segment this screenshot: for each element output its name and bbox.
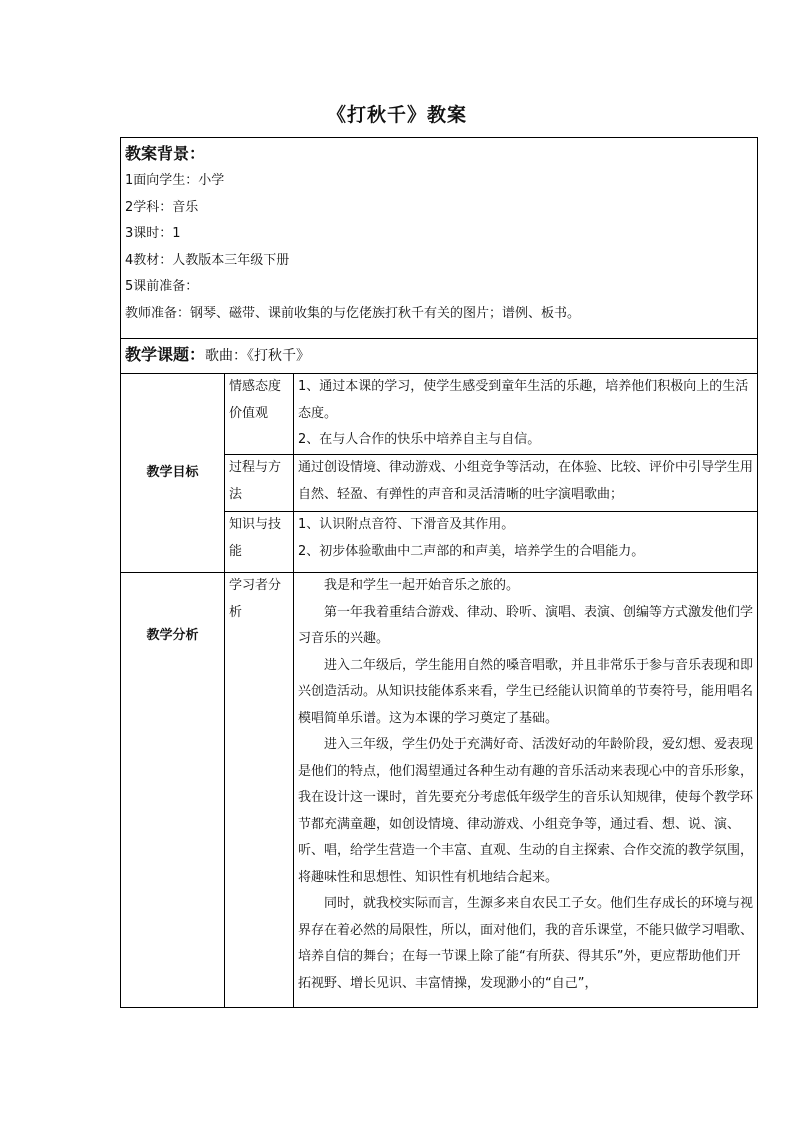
background-line: 2学科：音乐 xyxy=(125,199,199,215)
background-line: 4教材：人教版本三年级下册 xyxy=(125,252,290,268)
document-title: 《打秋千》教案 xyxy=(326,104,467,126)
analysis-label: 教学分析 xyxy=(121,573,225,1008)
goal-line: 1、通过本课的学习，使学生感受到童年生活的乐趣，培养他们积极向上的生活态度。 xyxy=(298,379,749,421)
analysis-row xyxy=(121,573,758,1008)
background-line: 教师准备：钢琴、磁带、课前收集的与仡佬族打秋千有关的图片；谱例、板书。 xyxy=(125,305,581,321)
analysis-paragraph: 同时，就我校实际而言，生源多来自农民工子女。他们生存成长的环境与视界存在着必然的局限性，所以，面对他们，我的音乐课堂，不能只做学习唱歌、培养自信的舞台；在每一节课上除了能“有所获、得其乐”外，更应帮助他们开拓视野、增长见识、丰富情操，发现渺小的“自己”， xyxy=(298,896,754,991)
background-line: 5课前准备： xyxy=(125,279,199,294)
analysis-paragraph: 进入二年级后，学生能用自然的嗓音唱歌，并且非常乐于参与音乐表现和即兴创造活动。从知识技能体系来看，学生已经能认识简单的节奏符号，能用唱名模唱简单乐谱。这为本课的学习奠定了基础。 xyxy=(298,657,754,726)
goal-line: 1、认识附点音符、下滑音及其作用。 xyxy=(298,517,515,532)
goal-content xyxy=(294,374,758,455)
goals-label: 教学目标 xyxy=(121,374,225,573)
analysis-paragraph: 第一年我着重结合游戏、律动、聆听、演唱、表演、创编等方式激发他们学习音乐的兴趣。 xyxy=(298,604,754,646)
background-row xyxy=(121,138,758,339)
background-line: 1面向学生：小学 xyxy=(125,173,225,188)
topic-value: 歌曲：《打秋千》 xyxy=(205,347,311,364)
goal-line: 2、初步体验歌曲中二声部的和声美，培养学生的合唱能力。 xyxy=(298,543,645,559)
analysis-content xyxy=(294,573,758,1008)
analysis-paragraph: 我是和学生一起开始音乐之旅的。 xyxy=(324,578,520,593)
goal-sub-label: 情感态度价值观 xyxy=(225,374,294,455)
goal-sub-label: 知识与技能 xyxy=(225,512,294,573)
background-line: 3课时：1 xyxy=(125,226,181,241)
analysis-sub-label: 学习者分析 xyxy=(225,573,294,1008)
topic-label: 教学课题： xyxy=(125,344,206,364)
topic-row xyxy=(121,339,758,374)
goal-line: 2、在与人合作的快乐中培养自主与自信。 xyxy=(298,432,541,447)
goal-sub-label: 过程与方法 xyxy=(225,455,294,512)
background-heading: 教案背景： xyxy=(125,144,206,163)
lesson-plan-table xyxy=(120,137,758,1008)
goal-content xyxy=(294,455,758,512)
goal-content xyxy=(294,512,758,573)
topic-cell xyxy=(121,339,758,374)
goals-row xyxy=(121,374,758,455)
analysis-paragraph: 进入三年级，学生仍处于充满好奇、活泼好动的年龄阶段，爱幻想、爱表现是他们的特点，他们渴望通过各种生动有趣的音乐活动来表现心中的音乐形象，我在设计这一课时，首先要充分考虑低年级学生的音乐认知规律，使每个教学环节都充满童趣，如创设情境、律动游戏、小组竞争等，通过看、想、说、演、听、唱，给学生营造一个丰富、直观、生动的自主探索、合作交流的教学氛围，将趣味性和思想性、知识性有机地结合起来。 xyxy=(298,737,754,885)
background-cell xyxy=(121,138,758,339)
goal-line: 通过创设情境、律动游戏、小组竞争等活动，在体验、比较、评价中引导学生用自然、轻盈、有弹性的声音和灵活清晰的吐字演唱歌曲； xyxy=(298,460,754,502)
